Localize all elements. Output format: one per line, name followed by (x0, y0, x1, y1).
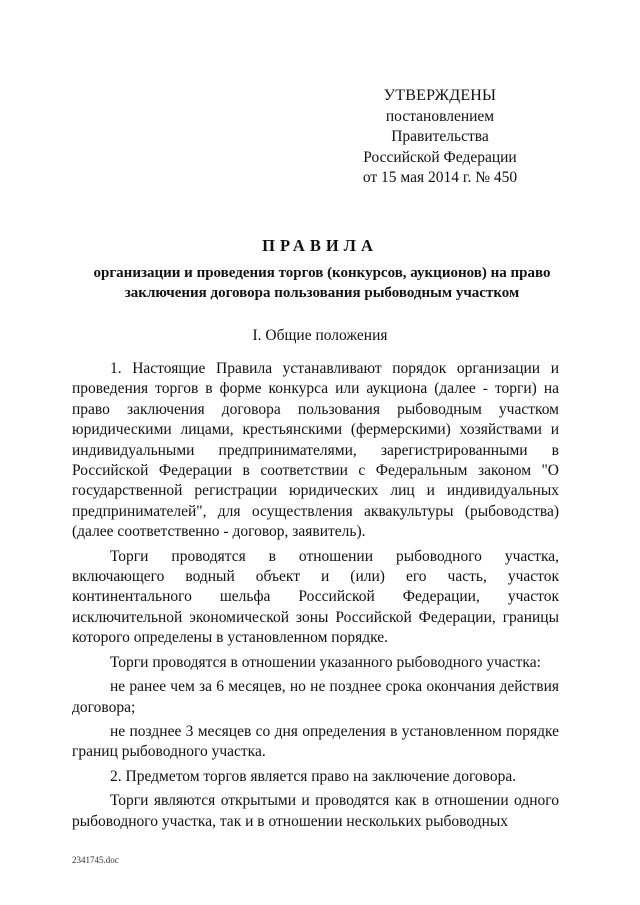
approval-line: постановлением Правительства (385, 107, 495, 145)
approval-line: Российской Федерации (363, 148, 517, 166)
approval-block (340, 86, 540, 189)
paragraph: 1. Настоящие Правила устанавливают порядок организации и проведения торгов в форме конкурса или аукциона (далее - торги) на право заключения договора пользования рыбоводным участком юридическими лицами, крестьянскими (фермерскими) хозяйствами и индивидуальными предпринимателями, зарегистрированными в Российской Федерации в соответствии с Федеральным законом "О государственной регистрации юридических лиц и индивидуальных предпринимателей", для осуществления аквакультуры (рыбоводства) (далее соответственно - договор, заявитель). (72, 360, 559, 541)
document-subtitle: организации и проведения торгов (конкурсов, аукционов) на право заключения договора пользования рыбоводным участком (93, 265, 551, 301)
approval-date-number: от 15 мая 2014 г. № 450 (362, 169, 518, 186)
paragraph: Торги проводятся в отношении рыбоводного участка, включающего водный объект и (или) его часть, участок континентального шельфа Российской Федерации, участок исключительной экономической зоны Российской Федерации, границы которого определены в установленном порядке. (72, 547, 559, 647)
document-body (72, 359, 559, 832)
section-heading: I. Общие положения (252, 327, 388, 344)
paragraph: Торги проводятся в отношении указанного рыбоводного участка: (110, 653, 541, 671)
document-title: ПРАВИЛА (262, 236, 378, 255)
approval-title: УТВЕРЖДЕНЫ (383, 87, 497, 104)
paragraph: Торги являются открытыми и проводятся как в отношении одного рыбоводного участка, так и в отношении нескольких рыбоводных (72, 792, 559, 830)
paragraph: не позднее 3 месяцев со дня определения в установленном порядке границ рыбоводного участка. (72, 722, 559, 761)
file-code: 2341745.doc (72, 855, 119, 865)
paragraph: 2. Предметом торгов является право на заключение договора. (110, 767, 517, 785)
paragraph: не ранее чем за 6 месяцев, но не позднее срока окончания действия договора; (72, 678, 559, 716)
